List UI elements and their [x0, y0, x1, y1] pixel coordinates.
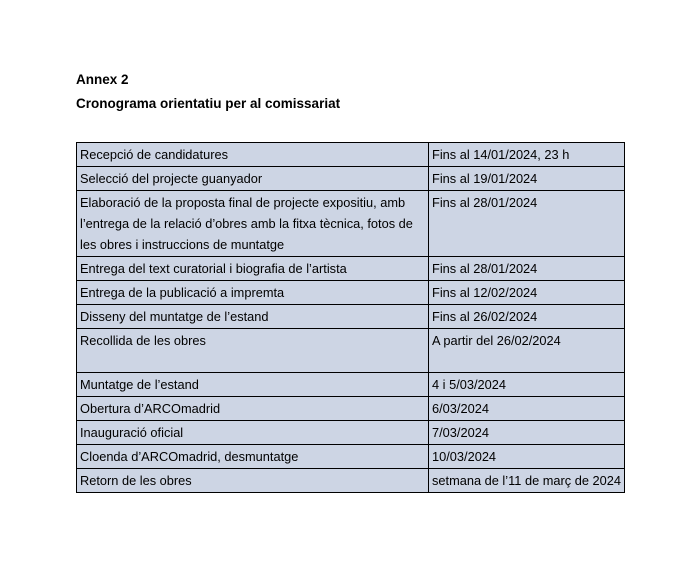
table-row: [77, 143, 625, 167]
date-cell: 4 i 5/03/2024: [429, 373, 625, 397]
table-row: [77, 397, 625, 421]
activity-cell: Recepció de candidatures: [77, 143, 429, 167]
table-row: [77, 445, 625, 469]
date-cell: 6/03/2024: [429, 397, 625, 421]
activity-cell: Entrega del text curatorial i biografia de l’artista: [77, 257, 429, 281]
activity-cell: Entrega de la publicació a impremta: [77, 281, 429, 305]
activity-cell: Muntatge de l’estand: [77, 373, 429, 397]
date-cell: setmana de l’11 de març de 2024: [429, 469, 625, 493]
activity-cell: Selecció del projecte guanyador: [77, 167, 429, 191]
table-row: [77, 305, 625, 329]
date-cell: Fins al 28/01/2024: [429, 191, 625, 257]
activity-cell: Inauguració oficial: [77, 421, 429, 445]
activity-cell: Cloenda d’ARCOmadrid, desmuntatge: [77, 445, 429, 469]
activity-cell: Elaboració de la proposta final de projecte expositiu, amb l’entrega de la relació d’obres amb la fitxa tècnica, fotos de les obres i instruccions de muntatge: [77, 191, 429, 257]
table-row: [77, 281, 625, 305]
table-row: [77, 421, 625, 445]
activity-cell: Recollida de les obres: [77, 329, 429, 373]
table-row: [77, 469, 625, 493]
schedule-table: [76, 142, 625, 493]
table-row: [77, 167, 625, 191]
table-row: [77, 257, 625, 281]
date-cell: Fins al 19/01/2024: [429, 167, 625, 191]
date-cell: Fins al 12/02/2024: [429, 281, 625, 305]
date-cell: Fins al 26/02/2024: [429, 305, 625, 329]
date-cell: Fins al 28/01/2024: [429, 257, 625, 281]
date-cell: Fins al 14/01/2024, 23 h: [429, 143, 625, 167]
annex-heading: Annex 2: [76, 72, 129, 87]
document-title: Cronograma orientatiu per al comissariat: [76, 96, 341, 111]
activity-cell: Obertura d’ARCOmadrid: [77, 397, 429, 421]
table-row: [77, 329, 625, 373]
table-row: [77, 191, 625, 257]
activity-cell: Disseny del muntatge de l’estand: [77, 305, 429, 329]
date-cell: 10/03/2024: [429, 445, 625, 469]
table-row: [77, 373, 625, 397]
date-cell: A partir del 26/02/2024: [429, 329, 625, 373]
date-cell: 7/03/2024: [429, 421, 625, 445]
activity-cell: Retorn de les obres: [77, 469, 429, 493]
